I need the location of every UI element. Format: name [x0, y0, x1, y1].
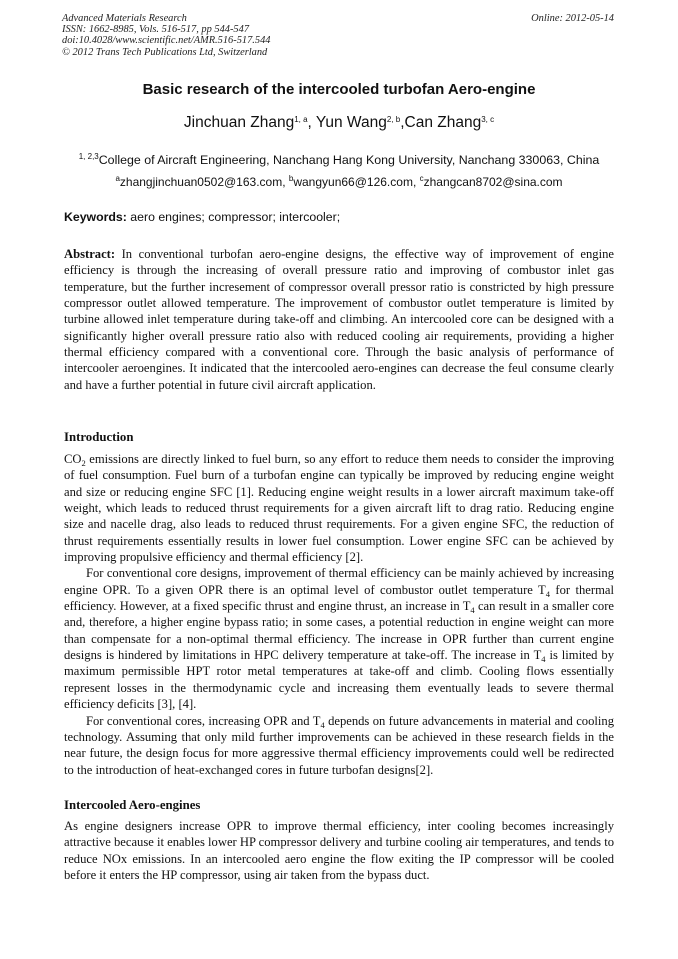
journal-header	[62, 13, 270, 58]
section-heading-introduction: Introduction	[64, 430, 134, 444]
email-sep: ,	[282, 175, 289, 189]
paragraph: As engine designers increase OPR to improve thermal efficiency, inter cooling becomes increasingly attractive because it enables lower HP compressor delivery and turbine cooling air temperatures, and tends to reduce NOx emissions. In an intercooled aero engine the flow exiting the IP compressor will be cooled before it enters the HP compressor, using air taken from the bypass duct.	[64, 819, 614, 883]
email-sup: c	[419, 174, 424, 183]
email-sup: b	[288, 174, 294, 183]
abstract-text: In conventional turbofan aero-engine designs, the effective way of improvement of engine efficiency is through the increasing of overall pressure ratio and improving of combustor inlet gas temperature, but the further incresement of compressor overall pressor ratio is constricted by high pressure compressor outlet allowed temperature. The improvement of combustor outlet temperature is limited by turbine allowed inlet temperature during take-off and climbing. An intercooled core can be designed with a significantly higher overall pressure ratio also with reduced cooling air requirements, providing a higher thermal efficiency compared with a conventional core. Through the basic analysis of performance of intercooler aeroengines. It indicated that the intercooled aero-engines can decrease the feul consume clearly and have a further potential in future civil aircraft application.	[64, 247, 614, 392]
paragraph: For conventional cores, increasing OPR and $T_4$ depends on future advancements in material and cooling technology. Assuming that only mild further improvements can be achieved in these research fields in the near future, the design focus for more aggressive thermal efficiency improvements could well be redirected to the introduction of heat-exchanged cores in future turbofan designs[2].	[64, 713, 614, 777]
paper-title: Basic research of the intercooled turbofan Aero-engine	[142, 81, 536, 98]
affiliation	[0, 153, 678, 167]
abstract-label: Abstract:	[64, 247, 116, 261]
issn-line: ISSN: 1662-8985, Vols. 516-517, pp 544-547	[62, 24, 250, 36]
paragraph: For conventional core designs, improvement of thermal efficiency can be mainly achieved by increasing engine OPR. To a given OPR there is an optimal level of combustor outlet temperature $T_4$ for thermal efficiency. However, at a fixed specific thrust and engine thrust, an increase in $T_4$ can result in a smaller core and, therefore, a higher engine bypass ratio; in some cases, a potential reduction in engine weight can more than compensate for a non-optimal thermal efficiency. The increase in OPR further than current engine designs is hindered by limitations in HPC delivery temperature at take-off. The increase in $T_4$ is limited by maximum permissible HPT rotor metal temperatures at take-off and climb. Cooling flows essentially represent losses in the thermodynamic cycle and increasing them eventually leads to severe thermal efficiency deficits [3], [4].	[64, 566, 615, 712]
doi-line: doi:10.4028/www.scientific.net/AMR.516-517.544	[62, 35, 271, 47]
copyright-line: © 2012 Trans Tech Publications Ltd, Switzerland	[62, 46, 268, 58]
author-sup: 2, b	[386, 115, 401, 124]
email-list	[0, 175, 678, 189]
email-link[interactable]: wangyun66@126.com	[293, 175, 413, 189]
author-sup: 1, a	[294, 115, 308, 124]
author-sep: ,	[307, 114, 316, 131]
author-sup: 3, c	[481, 115, 495, 124]
keywords-text: aero engines; compressor; intercooler;	[126, 210, 341, 224]
section-heading-intercooled: Intercooled Aero-engines	[64, 798, 201, 812]
affiliation-sup: 1, 2,3	[78, 152, 99, 161]
author-name: Yun Wang	[315, 114, 387, 131]
journal-name: Advanced Materials Research	[62, 13, 187, 24]
introduction-body	[64, 451, 614, 778]
email-link[interactable]: zhangjinchuan0502@163.com	[119, 175, 283, 189]
author-name: Jinchuan Zhang	[183, 114, 295, 131]
author-list	[0, 114, 678, 132]
email-sep: ,	[412, 175, 420, 189]
author-sep: ,	[400, 114, 405, 131]
author-name: Can Zhang	[404, 114, 482, 131]
intercooled-body	[64, 818, 614, 883]
affiliation-text: College of Aircraft Engineering, Nanchang Hang Kong University, Nanchang 330063, China	[98, 153, 600, 167]
online-date: Online: 2012-05-14	[531, 13, 614, 24]
abstract	[64, 246, 614, 393]
email-link[interactable]: zhangcan8702@sina.com	[423, 175, 563, 189]
keywords	[64, 210, 340, 224]
keywords-label: Keywords:	[64, 210, 127, 224]
email-sup: a	[115, 174, 120, 183]
paragraph: $CO_2$ emissions are directly linked to fuel burn, so any effort to reduce them needs to consider the improving of fuel consumption. Fuel burn of a turbofan engine can typically be improved by reducing engine weight and size or reducing engine SFC [1]. Reducing engine weight results in a lower aircraft maximum take-off weight, which leads to reduced thrust requirements for a given aircraft lift to drag ratio. Reducing engine size and nacelle drag, also leads to reduced thrust requirements. For a given engine SFC, the reduction of thrust requirements essentially results in lower fuel consumption. Lower engine SFC can be achieved by improving propulsive efficiency and thermal efficiency [2].	[64, 452, 614, 565]
